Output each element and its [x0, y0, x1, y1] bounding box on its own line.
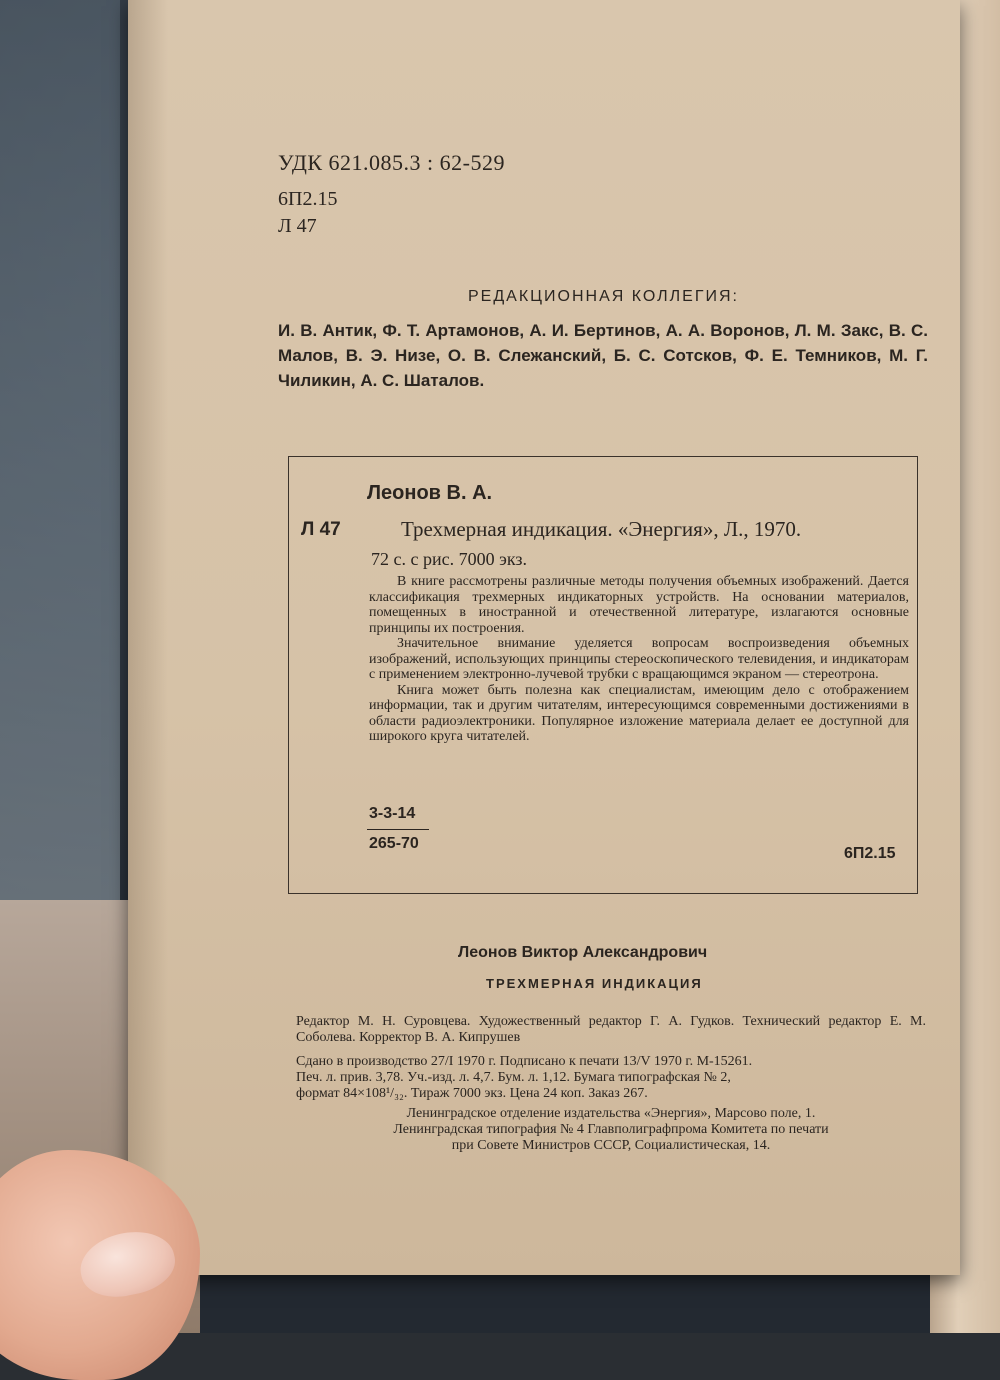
colophon-book-title: ТРЕХМЕРНАЯ ИНДИКАЦИЯ	[486, 976, 703, 991]
abstract-paragraph: Книга может быть полезна как специалистам, имеющим дело с отображением информации, так и другим читателям, интересующимся современными достижениями в области радиоэлектроники. Популярное изложение материала делает ее доступной для широкого круга читателей.	[369, 682, 909, 744]
print-line: формат 84×108¹/₃₂. Тираж 7000 экз. Цена 24 коп. Заказ 267.	[296, 1086, 648, 1101]
card-pages-line: 72 с. с рис. 7000 экз.	[371, 549, 527, 569]
publisher-line: при Совете Министров СССР, Социалистическая, 14.	[451, 1138, 771, 1153]
book-page	[128, 0, 960, 1275]
editorial-board-title: РЕДАКЦИОННАЯ КОЛЛЕГИЯ:	[468, 288, 739, 305]
card-bbk-code: 6П2.15	[844, 845, 896, 862]
card-title-line: Трехмерная индикация. «Энергия», Л., 1970.	[401, 517, 802, 541]
card-number-top: 3-3-14	[369, 805, 416, 822]
page-gutter-shadow	[128, 0, 168, 1275]
card-number-divider	[367, 829, 429, 830]
editorial-board-members: И. В. Антик, Ф. Т. Артамонов, А. И. Бертинов, А. А. Воронов, Л. М. Закс, В. С. Малов, В. Э. Низе, О. В. Слежанский, Б. С. Сотсков, Ф. Е. Темников, М. Г. Чиликин, А. С. Шаталов.	[278, 321, 928, 390]
card-number-bottom: 265-70	[369, 835, 419, 852]
colophon-print-details	[296, 1054, 926, 1102]
card-abstract	[369, 574, 909, 745]
bbk-code: 6П2.15	[278, 188, 338, 210]
publisher-line: Ленинградская типография № 4 Главполиграфпрома Комитета по печати	[393, 1122, 829, 1137]
publisher-line: Ленинградское отделение издательства «Энергия», Марсово поле, 1.	[406, 1106, 816, 1121]
udk-code: УДК 621.085.3 : 62-529	[278, 150, 505, 175]
print-line: Печ. л. прив. 3,78. Уч.-изд. л. 4,7. Бум. л. 1,12. Бумага типографская № 2,	[296, 1070, 731, 1085]
author-code: Л 47	[278, 215, 317, 237]
abstract-paragraph: Значительное внимание уделяется вопросам воспроизведения объемных изображений, использующих принципы стереоскопического телевидения, и индикаторам с применением электронно-лучевой трубки с вращающимся экраном — стереотрона.	[369, 636, 909, 682]
colophon-publisher	[296, 1106, 926, 1154]
card-author-code: Л 47	[301, 519, 341, 540]
colophon-editors: Редактор М. Н. Суровцева. Художественный редактор Г. А. Гудков. Технический редактор Е. М. Соболева. Корректор В. А. Кипрушев	[296, 1014, 926, 1045]
card-author: Леонов В. А.	[367, 482, 493, 504]
colophon-author: Леонов Виктор Александрович	[458, 944, 708, 961]
abstract-paragraph: В книге рассмотрены различные методы получения объемных изображений. Дается классификация трехмерных индикаторных устройств. На основании материалов, помещенных в иностранной и отечественной литературе, излагаются основные принципы их построения.	[369, 574, 909, 636]
print-line: Сдано в производство 27/I 1970 г. Подписано к печати 13/V 1970 г. М-15261.	[296, 1054, 753, 1069]
catalog-card	[288, 456, 918, 894]
